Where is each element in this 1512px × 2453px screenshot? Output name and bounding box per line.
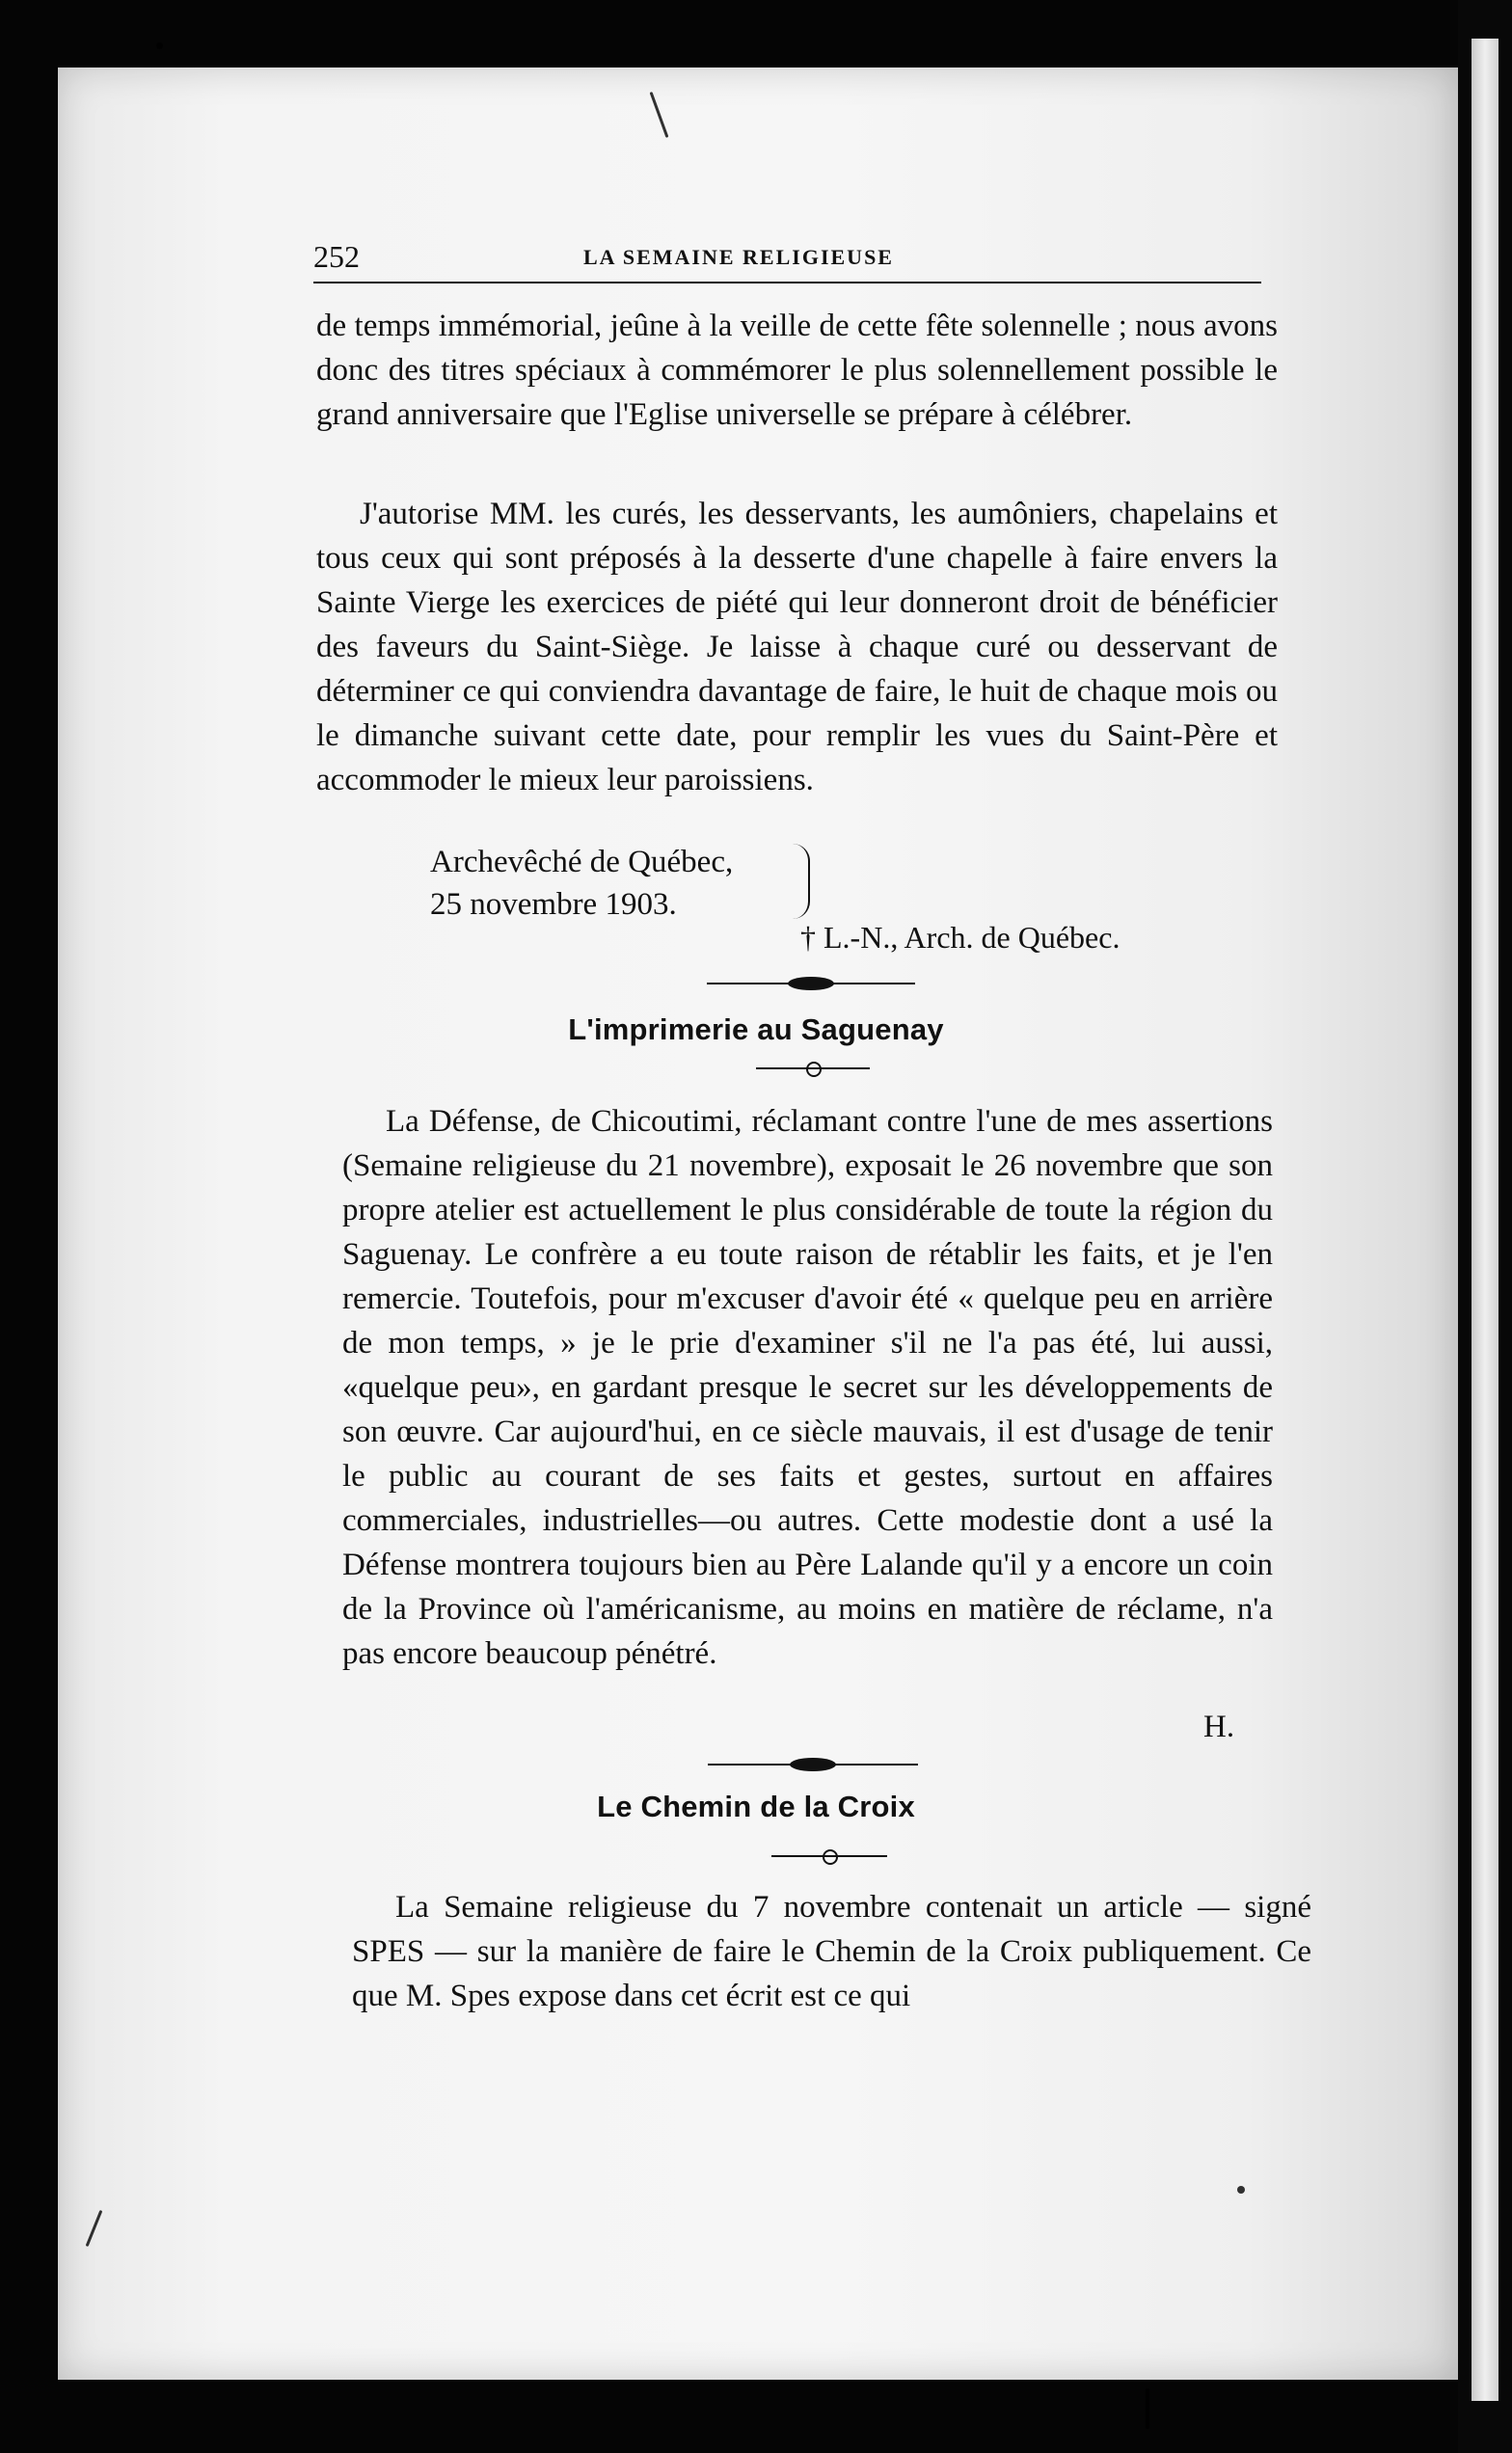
small-divider [756, 1067, 870, 1069]
paragraph-1: de temps immémorial, jeûne à la veille de cette fête solennelle ; nous avons donc des titres spéciaux à commémorer le plus solennellement possible le grand anniversaire que l'Eglise universelle se prépare à célébrer. [316, 309, 1278, 432]
ornamental-divider [708, 1764, 918, 1766]
section-title-imprimerie: L'imprimerie au Saguenay [568, 1012, 944, 1046]
place-date-block [430, 841, 733, 926]
ornamental-divider [707, 983, 915, 984]
scan-mark [156, 42, 163, 49]
date-line: 25 novembre 1903. [430, 887, 677, 922]
article-chemin-body: La Semaine religieuse du 7 novembre contenait un article — signé SPES — sur la manière de faire le Chemin de la Croix publiquement. Ce que M. Spes expose dans cet écrit est ce qui [352, 1890, 1311, 2013]
section-title-chemin-de-la-croix: Le Chemin de la Croix [597, 1790, 915, 1823]
running-header [313, 239, 1261, 283]
small-divider [771, 1855, 887, 1857]
scan-mark [1237, 2186, 1245, 2194]
place-line: Archevêché de Québec, [430, 845, 734, 879]
closing-brace [791, 844, 810, 919]
running-title: LA SEMAINE RELIGIEUSE [583, 245, 894, 269]
page-number: 252 [313, 239, 360, 274]
adjacent-page-edge [1458, 0, 1512, 2453]
signature: † L.-N., Arch. de Québec. [800, 920, 1120, 955]
paragraph-2: J'autorise MM. les curés, les desservants, les aumôniers, chapelains et tous ceux qui sont préposés à la desserte d'une chapelle à faire envers la Sainte Vierge les exercices de piété qui leur donneront droit de bénéficier des faveurs du Saint-Siège. Je laisse à chaque curé ou desservant de déterminer ce qui conviendra davantage de faire, le huit de chaque mois ou le dimanche suivant cette date, pour remplir les vues du Saint-Père et accommoder le mieux leur paroissiens. [316, 497, 1278, 797]
scan-mark [1146, 2388, 1149, 2429]
author-initial: H. [1203, 1710, 1235, 1744]
article-imprimerie-body: La Défense, de Chicoutimi, réclamant contre l'une de mes assertions (Semaine religieuse du 21 novembre), exposait le 26 novembre que son propre atelier est actuellement le plus considérable de toute la région du Saguenay. Le confrère a eu toute raison de rétablir les faits, et je l'en remercie. Toutefois, pour m'excuser d'avoir été « quelque peu en arrière de mon temps, » je le prie d'examiner s'il ne l'a pas été, lui aussi, «quelque peu», en gardant presque le secret sur les développements de son œuvre. Car aujourd'hui, en ce siècle mauvais, il est d'usage de tenir le public au courant de ses faits et gestes, surtout en affaires commerciales, industrielles—ou autres. Cette modestie dont a usé la Défense montrera toujours bien au Père Lalande qu'il y a encore un coin de la Province où l'américanisme, au moins en matière de réclame, n'a pas encore beaucoup pénétré. [342, 1104, 1273, 1671]
